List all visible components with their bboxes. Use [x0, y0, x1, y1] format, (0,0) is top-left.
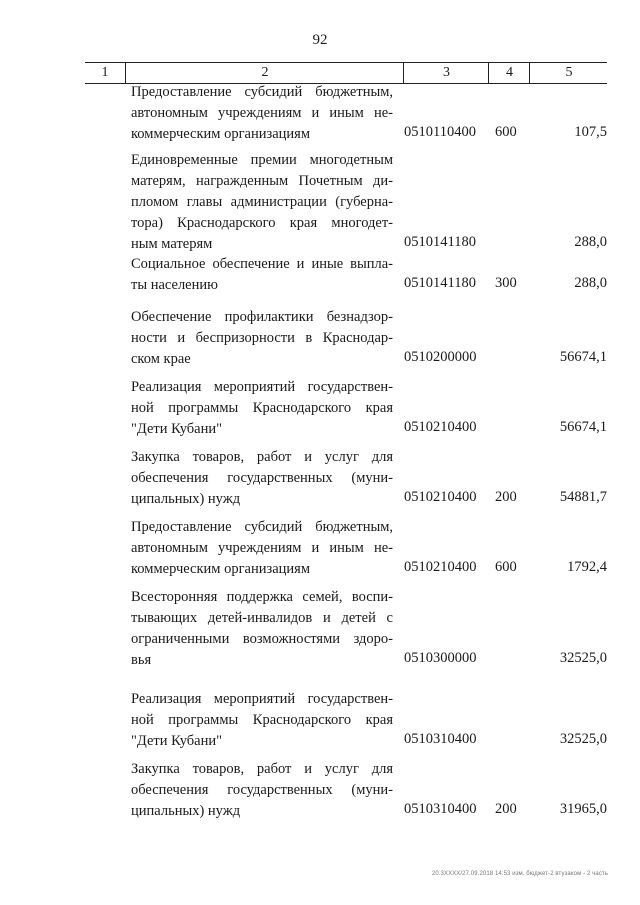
description-line: Предоставление субсидий бюджетным, — [131, 84, 393, 100]
row-expense-type: 300 — [495, 275, 517, 291]
description-line: Закупка товаров, работ и услуг для — [131, 449, 393, 465]
row-code: 0510141180 — [404, 275, 476, 291]
description-line: Всесторонняя поддержка семей, воспи- — [131, 589, 393, 605]
description-line: ском крае — [131, 351, 191, 367]
row-description — [131, 150, 393, 255]
description-line: тывающих детей-инвалидов и детей с — [131, 610, 393, 626]
row-description — [131, 377, 393, 440]
row-code: 0510210400 — [404, 489, 477, 505]
row-amount: 56674,1 — [559, 349, 607, 365]
description-line: Закупка товаров, работ и услуг для — [131, 761, 393, 777]
description-line: Реализация мероприятий государствен- — [131, 691, 393, 707]
header-col-3: 3 — [403, 63, 489, 83]
description-line: Обеспечение профилактики безнадзор- — [131, 309, 393, 325]
row-amount: 288,0 — [574, 234, 607, 250]
row-code: 0510141180 — [404, 234, 476, 250]
description-line: ности и беспризорности в Краснодар- — [131, 330, 393, 346]
row-amount: 288,0 — [574, 275, 607, 291]
description-line: "Дети Кубани" — [131, 733, 223, 749]
description-line: ограниченными возможностями здоро- — [131, 631, 393, 647]
description-line: ты населению — [131, 277, 218, 293]
row-description — [131, 254, 393, 296]
description-line: "Дети Кубани" — [131, 421, 223, 437]
description-line: ципальных) нужд — [131, 491, 241, 507]
row-description — [131, 759, 393, 822]
header-col-4: 4 — [488, 63, 530, 83]
row-expense-type: 200 — [495, 801, 517, 817]
description-line: автономным учреждениям и иным не- — [131, 540, 393, 556]
description-line: автономным учреждениям и иным не- — [131, 105, 393, 121]
description-line: ным матерям — [131, 236, 213, 252]
description-line: Реализация мероприятий государствен- — [131, 379, 393, 395]
description-line: пломом главы администрации (губерна- — [131, 194, 393, 210]
description-line: тора) Краснодарского края многодет- — [131, 215, 393, 231]
footer-stamp: 20.3XXXX/27.09.2018 14:53 изм. бюджет-2 втузаком - 2 часть — [431, 871, 608, 877]
row-amount: 32525,0 — [559, 650, 607, 666]
description-line: обеспечения государственных (муни- — [131, 470, 393, 486]
header-col-5: 5 — [529, 63, 608, 83]
row-code: 0510300000 — [404, 650, 477, 666]
description-line: коммерческим организациям — [131, 126, 311, 142]
row-description — [131, 447, 393, 510]
description-line: ципальных) нужд — [131, 803, 241, 819]
description-line: ной программы Краснодарского края — [131, 712, 393, 728]
row-amount: 1792,4 — [567, 559, 607, 575]
row-amount: 107,5 — [574, 124, 607, 140]
row-code: 0510310400 — [404, 801, 477, 817]
description-line: ной программы Краснодарского края — [131, 400, 393, 416]
description-line: Предоставление субсидий бюджетным, — [131, 519, 393, 535]
description-line: коммерческим организациям — [131, 561, 311, 577]
row-expense-type: 600 — [495, 124, 517, 140]
row-description — [131, 689, 393, 752]
row-amount: 31965,0 — [559, 801, 607, 817]
header-col-1: 1 — [101, 65, 109, 80]
row-code: 0510200000 — [404, 349, 477, 365]
header-col-2: 2 — [125, 63, 404, 83]
row-code: 0510310400 — [404, 731, 477, 747]
row-amount: 56674,1 — [559, 419, 607, 435]
row-description — [131, 517, 393, 580]
row-expense-type: 600 — [495, 559, 517, 575]
description-line: матерям, награжденным Почетным ди- — [131, 173, 393, 189]
description-line: вья — [131, 652, 152, 668]
row-code: 0510210400 — [404, 559, 477, 575]
description-line: Единовременные премии многодетным — [131, 152, 393, 168]
row-code: 0510110400 — [404, 124, 476, 140]
page-number: 92 — [312, 32, 328, 48]
row-code: 0510210400 — [404, 419, 477, 435]
row-expense-type: 200 — [495, 489, 517, 505]
row-amount: 54881,7 — [559, 489, 607, 505]
table-header — [85, 62, 607, 84]
row-description — [131, 82, 393, 145]
description-line: Социальное обеспечение и иные выпла- — [131, 256, 393, 272]
row-description — [131, 587, 393, 671]
row-amount: 32525,0 — [559, 731, 607, 747]
row-description — [131, 307, 393, 370]
description-line: обеспечения государственных (муни- — [131, 782, 393, 798]
